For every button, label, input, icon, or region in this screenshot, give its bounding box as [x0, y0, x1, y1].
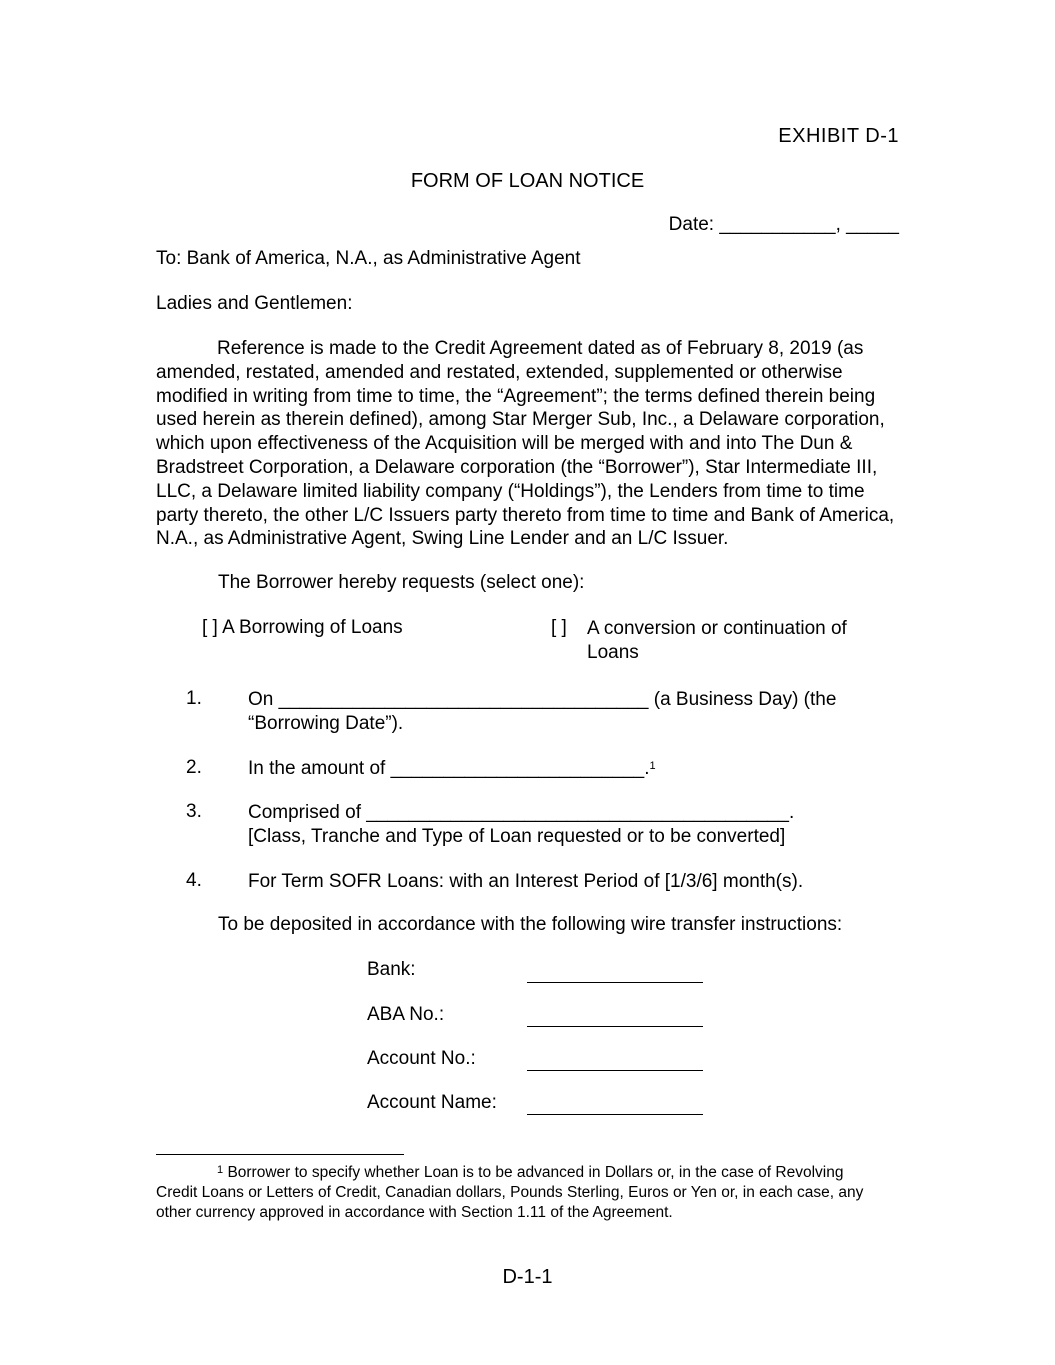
item-comprised-of: [248, 801, 794, 849]
item-text-continued: “Borrowing Date”).: [248, 713, 404, 734]
wire-field-account-name[interactable]: [527, 1094, 703, 1115]
item-interest-period: For Term SOFR Loans: with an Interest Period of [1/3/6] month(s).: [248, 871, 804, 892]
wire-label-account-no: Account No.:: [367, 1048, 476, 1069]
item-number: 1.: [186, 688, 202, 709]
item-amount: [248, 757, 656, 781]
footnote: [156, 1163, 886, 1223]
wire-label-account-name: Account Name:: [367, 1092, 497, 1113]
addressee-line: To: Bank of America, N.A., as Administrative Agent: [156, 248, 581, 269]
wire-field-aba[interactable]: [527, 1006, 703, 1027]
reference-paragraph: Reference is made to the Credit Agreement dated as of February 8, 2019 (as amended, restated, amended and restated, extended, supplemented or otherwise modified in writing from time to time, the “Agreement”; the terms defined therein being used herein as therein defined), among Star Merger Sub, Inc., a Delaware corporation, which upon effectiveness of the Acquisition will be merged with and into The Dun & Bradstreet Corporation, a Delaware corporation (the “Borrower”), Star Intermediate III, LLC, a Delaware limited liability company (“Holdings”), the Lenders from time to time party thereto, the other L/C Issuers party thereto from time to time and Bank of America, N.A., as Administrative Agent, Swing Line Lender and an L/C Issuer.: [156, 338, 895, 550]
wire-label-bank: Bank:: [367, 959, 416, 980]
item-borrowing-date: [248, 688, 836, 736]
footnote-marker: 1: [217, 1164, 224, 1176]
option-conversion-continuation[interactable]: [551, 617, 847, 663]
salutation: Ladies and Gentlemen:: [156, 293, 353, 314]
document-title: FORM OF LOAN NOTICE: [410, 170, 645, 192]
item-text: Comprised of ________________________________________.: [248, 802, 795, 823]
page-number: D-1-1: [502, 1266, 553, 1288]
wire-label-aba: ABA No.:: [367, 1004, 445, 1025]
item-text: In the amount of ________________________.: [248, 758, 650, 779]
date-line: Date: ___________, _____: [668, 214, 899, 235]
item-text-continued: [Class, Tranche and Type of Loan requested or to be converted]: [248, 826, 786, 847]
wire-field-account-no[interactable]: [527, 1050, 703, 1071]
option-borrowing-of-loans[interactable]: [ ] A Borrowing of Loans: [202, 617, 403, 638]
wire-field-bank[interactable]: [527, 962, 703, 983]
item-number: 4.: [186, 870, 202, 891]
footnote-reference: 1: [649, 760, 656, 772]
item-text: On ___________________________________ (a Business Day) (the: [248, 689, 837, 710]
item-number: 3.: [186, 801, 202, 822]
wire-intro: To be deposited in accordance with the following wire transfer instructions:: [218, 914, 843, 935]
option-label: A conversion or continuation of Loans: [587, 618, 847, 663]
footnote-text: Borrower to specify whether Loan is to be advanced in Dollars or, in the case of Revolving Credit Loans or Letters of Credit, Canadian dollars, Pounds Sterling, Euros or Yen or, in each case, any other currency approved in accordance with Section 1.11 of the Agreement.: [156, 1164, 864, 1221]
request-intro: The Borrower hereby requests (select one):: [218, 572, 585, 593]
option-checkbox[interactable]: [ ]: [551, 617, 567, 638]
item-number: 2.: [186, 757, 202, 778]
footnote-separator: [156, 1154, 404, 1155]
exhibit-label: EXHIBIT D-1: [778, 125, 899, 147]
